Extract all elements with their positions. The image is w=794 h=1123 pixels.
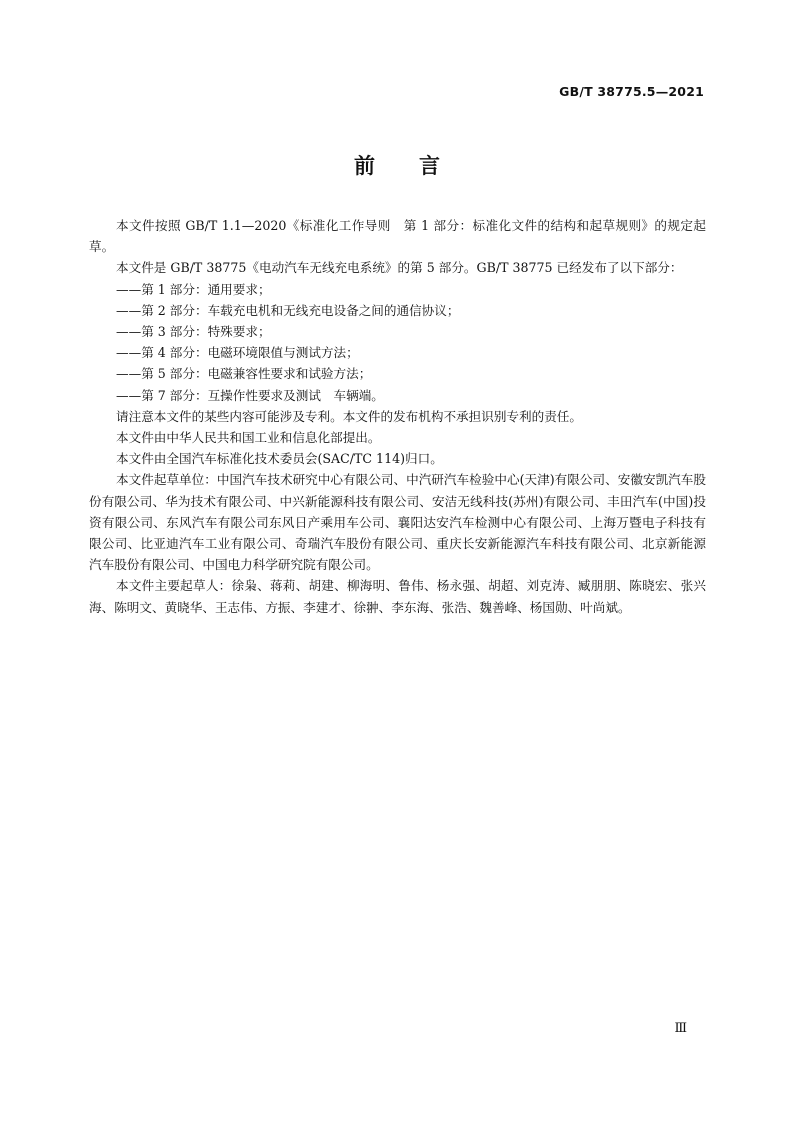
list-item-part-2: ——第 2 部分：车载充电机和无线充电设备之间的通信协议； xyxy=(116,302,460,318)
list-item-part-3: ——第 3 部分：特殊要求； xyxy=(116,324,271,340)
list-item-part-7: ——第 7 部分：互操作性要求及测试 车辆端。 xyxy=(116,387,384,403)
paragraph-series-intro: 本文件是 GB/T 38775《电动汽车无线充电系统》的第 5 部分。GB/T 38775 已经发布了以下部分： xyxy=(116,260,683,276)
list-item-part-1: ——第 1 部分：通用要求； xyxy=(116,281,271,297)
paragraph-proposer: 本文件由中华人民共和国工业和信息化部提出。 xyxy=(116,430,381,446)
paragraph-patent-notice: 请注意本文件的某些内容可能涉及专利。本文件的发布机构不承担识别专利的责任。 xyxy=(116,408,582,424)
paragraph-drafting-rules: 本文件按照 GB/T 1.1—2020《标准化工作导则 第 1 部分：标准化文件的结构和起草规则》的规定起草。 xyxy=(89,218,706,255)
page-title: 前言 xyxy=(354,154,484,178)
page-number: Ⅲ xyxy=(674,1021,687,1036)
list-item-part-4: ——第 4 部分：电磁环境限值与测试方法； xyxy=(116,345,359,361)
document-body xyxy=(89,215,706,618)
list-item-part-5: ——第 5 部分：电磁兼容性要求和试验方法； xyxy=(116,366,372,382)
paragraph-drafting-units: 本文件起草单位：中国汽车技术研究中心有限公司、中汽研汽车检验中心(天津)有限公司、安徽安凯汽车股份有限公司、华为技术有限公司、中兴新能源科技有限公司、安洁无线科技(苏州)有限公司、丰田汽车(中国)投资有限公司、东风汽车有限公司东风日产乘用车公司、襄阳达安汽车检测中心有限公司、上海万暨电子科技有限公司、比亚迪汽车工业有限公司、奇瑞汽车股份有限公司、重庆长安新能源汽车科技有限公司、北京新能源汽车股份有限公司、中国电力科学研究院有限公司。 xyxy=(89,472,706,573)
paragraph-committee: 本文件由全国汽车标准化技术委员会(SAC/TC 114)归口。 xyxy=(116,451,443,467)
standard-number: GB/T 38775.5—2021 xyxy=(559,84,704,99)
paragraph-drafters: 本文件主要起草人：徐枭、蒋莉、胡建、柳海明、鲁伟、杨永强、胡超、刘克涛、臧朋朋、陈晓宏、张兴海、陈明文、黄晓华、王志伟、方振、李建才、徐翀、李东海、张浩、魏善峰、杨国勋、叶尚斌。 xyxy=(89,578,706,615)
